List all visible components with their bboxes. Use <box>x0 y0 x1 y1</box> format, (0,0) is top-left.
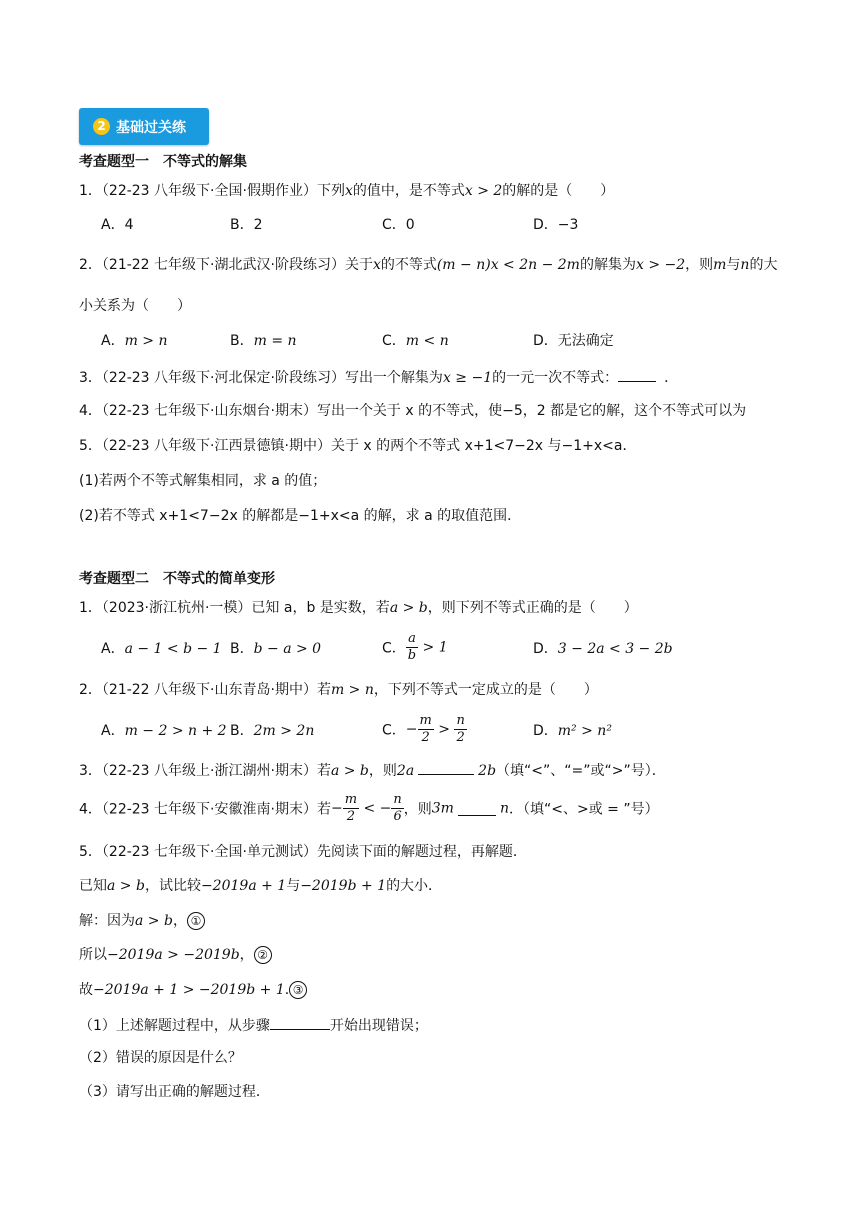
step-marker-1: ① <box>187 912 205 930</box>
s1-q1-option-a: A．4 <box>101 217 134 233</box>
s2-q2-option-a: A．m − 2 > n + 2 <box>101 723 227 739</box>
section-badge <box>79 108 209 145</box>
s2-q2-option-c: C．− $\frac{m}{2}$ > $\frac{n}{2}$ <box>382 713 465 745</box>
s2-q1-stem: 1．（2023·浙江杭州·一模）已知 a，b 是实数，若a > b，则下列不等式正确的是（ ） <box>79 600 638 616</box>
fraction-n-over-2: $\frac{n}{2}$ <box>456 713 465 745</box>
s1-q4-stem: 4．（22-23 七年级下·山东烟台·期末）写出一个关于 x 的不等式，使−5，2 都是它的解，这个不等式可以为 <box>79 403 747 419</box>
s2-q3-stem: 3．（22-23 八年级上·浙江湖州·期末）若a > b，则2a 2b（填“<”、“=”或“>”号）． <box>79 760 666 781</box>
s2-q2-option-d: D．m² > n² <box>533 723 612 739</box>
s2-q1-option-c: C． $\frac{a}{b}$ > 1 <box>382 631 448 663</box>
s2-q5-sub3: （3）请写出正确的解题过程． <box>79 1084 270 1100</box>
s1-q1-option-c: C．0 <box>382 217 415 233</box>
answer-blank[interactable] <box>618 367 656 382</box>
badge-label: 基础过关练 <box>116 119 186 136</box>
fraction-n-over-6: $\frac{n}{6}$ <box>393 792 402 824</box>
s1-q5-stem: 5．（22-23 八年级下·江西景德镇·期中）关于 x 的两个不等式 x+1<7−2x 与−1+x<a． <box>79 438 637 454</box>
s2-q5-step3: 故−2019a + 1 > −2019b + 1. ③ <box>79 980 307 1000</box>
s2-q5-step2: 所以−2019a > −2019b， ② <box>79 945 272 965</box>
s1-q3-stem: 3．（22-23 八年级下·河北保定·阶段练习）写出一个解集为x ≥ −1的一元一次不等式： ． <box>79 367 678 388</box>
s1-q2-option-b: B．m = n <box>230 333 297 349</box>
s2-q5-sub1: （1）上述解题过程中，从步骤 开始出现错误； <box>79 1015 428 1036</box>
s2-q1-option-a: A．a − 1 < b − 1 <box>101 641 222 657</box>
s2-q1-option-b: B．b − a > 0 <box>230 641 322 657</box>
s2-q5-stem: 5．（22-23 七年级下·全国·单元测试）先阅读下面的解题过程，再解题． <box>79 844 527 860</box>
s1-q1-option-b: B．2 <box>230 217 263 233</box>
answer-blank[interactable] <box>418 760 474 775</box>
fraction-m-over-2: $\frac{m}{2}$ <box>419 713 432 745</box>
s2-q5-sub2: （2）错误的原因是什么？ <box>79 1050 242 1066</box>
s1-q2-option-c: C．m < n <box>382 333 449 349</box>
s1-q2-option-a: A．m > n <box>101 333 168 349</box>
s2-q2-option-b: B．2m > 2n <box>230 723 315 739</box>
s1-q5-part2: (2)若不等式 x+1<7−2x 的解都是−1+x<a 的解，求 a 的取值范围． <box>79 508 522 524</box>
s2-q5-given: 已知a > b，试比较−2019a + 1与−2019b + 1的大小． <box>79 878 443 894</box>
badge-number: 2 <box>93 118 110 135</box>
s1-q2-stem-line2: 小关系为（ ） <box>79 298 191 314</box>
fraction-a-over-b: $\frac{a}{b}$ <box>407 631 417 663</box>
step-marker-3: ③ <box>289 981 307 999</box>
answer-blank[interactable] <box>458 801 496 816</box>
s1-q2-stem: 2．（21-22 七年级下·湖北武汉·阶段练习）关于x的不等式(m − n)x < 2n − 2m的解集为x > −2，则m与n的大 <box>79 257 778 273</box>
s2-q1-option-d: D．3 − 2a < 3 − 2b <box>533 641 673 657</box>
answer-blank[interactable] <box>270 1015 330 1030</box>
section2-title: 考查题型二 不等式的简单变形 <box>79 571 275 587</box>
s1-q1-option-d: D．−3 <box>533 217 579 233</box>
section1-title: 考查题型一 不等式的解集 <box>79 154 247 170</box>
s2-q4-stem: 4．（22-23 七年级下·安徽淮南·期末）若− $\frac{m}{2}$ < − $\frac{n}{6}$ ，则3m n．（填“<、>或 = ”号） <box>79 792 659 824</box>
fraction-m-over-2: $\frac{m}{2}$ <box>344 792 358 824</box>
s1-q2-option-d: D．无法确定 <box>533 333 614 349</box>
s2-q5-step1: 解：因为a > b， ① <box>79 911 205 931</box>
s2-q2-stem: 2．（21-22 八年级下·山东青岛·期中）若m > n，下列不等式一定成立的是（ ） <box>79 682 598 698</box>
s1-q1-stem: 1．（22-23 八年级下·全国·假期作业）下列x的值中，是不等式x > 2的解的是（ ） <box>79 183 615 199</box>
s1-q5-part1: (1)若两个不等式解集相同，求 a 的值； <box>79 473 327 489</box>
step-marker-2: ② <box>254 946 272 964</box>
